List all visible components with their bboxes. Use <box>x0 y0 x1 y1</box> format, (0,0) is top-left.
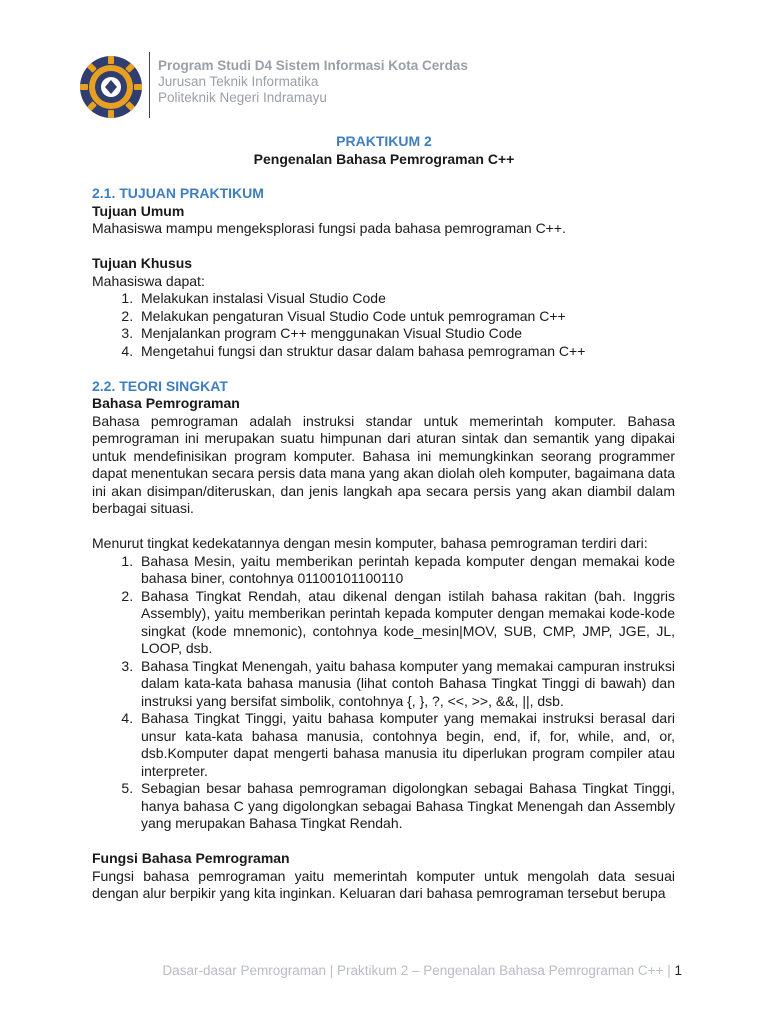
footer-text: Dasar-dasar Pemrograman | Praktikum 2 – Pengenalan Bahasa Pemrograman C++ | <box>162 963 671 978</box>
header-divider <box>149 52 150 118</box>
header-program: Program Studi D4 Sistem Informasi Kota Cerdas <box>158 58 468 73</box>
list-item: 4. Mengetahui fungsi dan struktur dasar dalam bahasa pemrograman C++ <box>137 343 675 361</box>
list-item: 3. Bahasa Tingkat Menengah, yaitu bahasa komputer yang memakai campuran instruksi dalam kata-kata bahasa manusia (lihat contoh Bahasa Tingkat Tinggi di bawah) dan instruksi yang bersifat simbolik, contohnya {, }, ?, <<, >>, &&, ||, dsb. <box>137 658 675 711</box>
paragraph-khusus-intro: Mahasiswa dapat: <box>92 272 205 289</box>
section-heading-tujuan: 2.1. TUJUAN PRAKTIKUM <box>92 185 264 201</box>
header-text <box>158 58 468 106</box>
paragraph-fungsi: Fungsi bahasa pemrograman yaitu memerintah komputer untuk mengolah data sesuai dengan alur berpikir yang kita inginkan. Keluaran dari bahasa pemrograman tersebut berupa <box>92 867 675 901</box>
paragraph-bahasa-pemrograman: Bahasa pemrograman adalah instruksi standar untuk memerintah komputer. Bahasa pemrograman ini merupakan suatu himpunan dari aturan sintak dan semantik yang dipakai untuk mendefinisikan program komputer. Bahasa ini memungkinkan seorang programmer dapat menentukan secara persis data mana yang akan diolah oleh komputer, bagaimana data ini akan disimpan/diteruskan, dan jenis langkah apa secara persis yang akan diambil dalam berbagai situasi. <box>92 412 675 516</box>
subheading-tujuan-umum: Tujuan Umum <box>92 202 185 219</box>
page-footer <box>162 963 682 978</box>
list-item: 1. Bahasa Mesin, yaitu memberikan perintah kepada komputer dengan memakai kode bahasa biner, contohnya 01100101100110 <box>137 553 675 588</box>
list-item: 2. Bahasa Tingkat Rendah, atau dikenal dengan istilah bahasa rakitan (bah. Inggris Assembly), yaitu memberikan perintah kepada komputer dengan memakai kode-kode singkat (kode mnemonic), contohnya kode_mesin|MOV, SUB, CMP, JMP, JGE, JL, LOOP, dsb. <box>137 588 675 658</box>
header-department: Jurusan Teknik Informatika <box>158 74 319 89</box>
header-institution: Politeknik Negeri Indramayu <box>158 90 327 105</box>
document-body <box>92 185 675 903</box>
page-number: 1 <box>674 963 682 978</box>
page-subtitle: Pengenalan Bahasa Pemrograman C++ <box>253 151 515 167</box>
list-tujuan-khusus <box>92 290 675 360</box>
subheading-tujuan-khusus: Tujuan Khusus <box>92 255 193 271</box>
paragraph-tingkat-intro: Menurut tingkat kedekatannya dengan mesin komputer, bahasa pemrograman terdiri dari: <box>92 535 648 551</box>
subheading-bahasa-pemrograman: Bahasa Pemrograman <box>92 395 240 411</box>
list-item: 3. Menjalankan program C++ menggunakan Visual Studio Code <box>137 325 675 343</box>
list-item: 4. Bahasa Tingkat Tinggi, yaitu bahasa komputer yang memakai instruksi berasal dari unsur kata-kata bahasa manusia, contohnya begin, end, if, for, while, and, or, dsb.Komputer dapat mengerti bahasa manusia itu diperlukan program compiler atau interpreter. <box>137 710 675 780</box>
list-item: 5. Sebagian besar bahasa pemrograman digolongkan sebagai Bahasa Tingkat Tinggi, hanya bahasa C yang digolongkan sebagai Bahasa Tingkat Menengah dan Assembly yang merupakan Bahasa Tingkat Rendah. <box>137 780 675 833</box>
polindra-logo-icon <box>78 54 144 120</box>
list-item: 2. Melakukan pengaturan Visual Studio Code untuk pemrograman C++ <box>137 308 675 326</box>
paragraph-tujuan-umum: Mahasiswa mampu mengeksplorasi fungsi pada bahasa pemrograman C++. <box>92 220 566 236</box>
section-heading-teori: 2.2. TEORI SINGKAT <box>92 377 228 394</box>
page-title: PRAKTIKUM 2 <box>336 133 432 149</box>
list-tingkat-bahasa <box>92 553 675 833</box>
page-header <box>78 44 698 118</box>
subheading-fungsi: Fungsi Bahasa Pemrograman <box>92 850 290 866</box>
list-item: 1. Melakukan instalasi Visual Studio Code <box>137 290 675 308</box>
